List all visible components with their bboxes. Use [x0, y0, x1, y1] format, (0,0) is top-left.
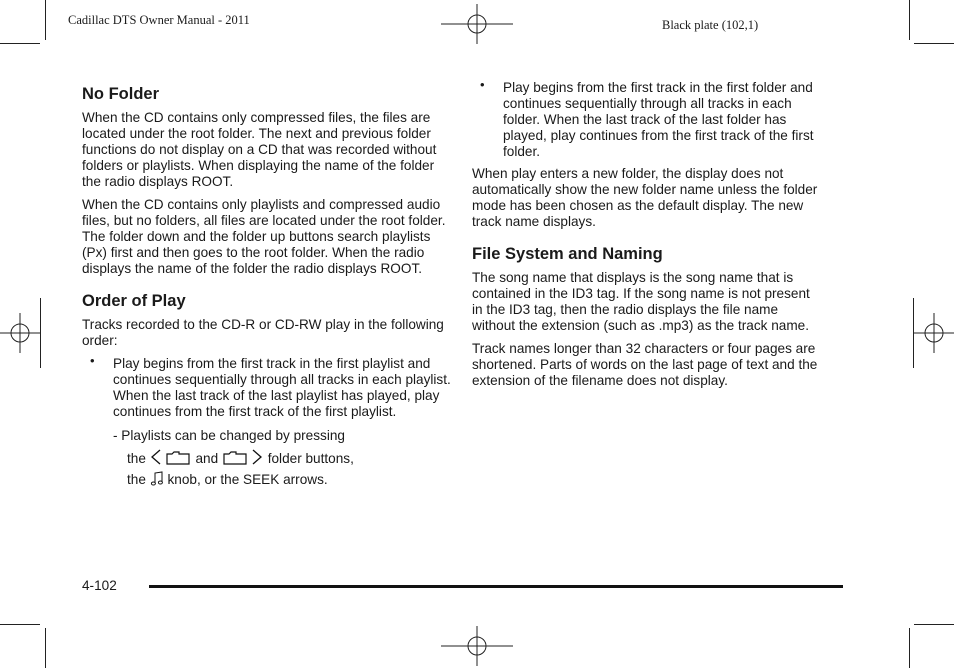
- music-note-icon: [150, 471, 164, 487]
- left-column: [82, 84, 454, 492]
- registration-mark-right: [914, 298, 954, 368]
- registration-mark-left: [0, 298, 40, 368]
- sub-line-3: [113, 471, 454, 488]
- header-plate-label: Black plate (102,1): [662, 18, 759, 32]
- heading-no-folder: No Folder: [82, 85, 159, 103]
- sub-item-playlists: [82, 428, 454, 488]
- folder-up-icon: [222, 448, 264, 466]
- paragraph-no-folder-1: When the CD contains only compressed files, the files are located under the root folder. The next and previous folder functions do not display on a CD that was recorded without folders or playlists. When displaying the name of the folder the radio displays ROOT.: [82, 110, 437, 189]
- sub-line-2-and: and: [195, 451, 219, 466]
- bullet-item-folder: [472, 77, 822, 160]
- registration-mark-bottom: [441, 626, 513, 666]
- bullet-glyph: •: [480, 77, 485, 92]
- folder-down-icon: [150, 448, 192, 466]
- paragraph-order-intro: Tracks recorded to the CD-R or CD-RW play in the following order:: [82, 317, 444, 348]
- right-column: [472, 77, 822, 396]
- paragraph-file-system-2: Track names longer than 32 characters or four pages are shortened. Parts of words on the last page of text and the extension of the filename does not display.: [472, 341, 818, 388]
- sub-line-2-the: the: [127, 451, 146, 466]
- sub-line-2: [113, 448, 454, 467]
- sub-line-3-rest: knob, or the SEEK arrows.: [167, 472, 328, 487]
- bullet-text-playlist: Play begins from the first track in the first playlist and continues sequentially through all tracks in each playlist. When the last track of the last playlist has played, play continues from the first track of the first playlist.: [113, 356, 451, 419]
- paragraph-no-folder-2: When the CD contains only playlists and compressed audio files, but no folders, all files are located under the root folder. The folder down and the folder up buttons search playlists (Px) first and then goes to the root folder. When the radio displays the name of the folder the radio displays ROOT.: [82, 197, 446, 276]
- bullet-text-folder: Play begins from the first track in the first folder and continues sequentially through all tracks in each folder. When the last track of the last folder has played, play continues from the first track of the first folder.: [503, 80, 814, 159]
- sub-line-2-folder-buttons: folder buttons,: [267, 451, 354, 466]
- header-manual-title: Cadillac DTS Owner Manual - 2011: [68, 13, 250, 27]
- bullet-glyph: •: [90, 353, 95, 368]
- paragraph-new-folder: When play enters a new folder, the display does not automatically show the new folder name unless the folder mode has been chosen as the default display. The new track name displays.: [472, 166, 818, 229]
- heading-order-of-play: Order of Play: [82, 292, 186, 310]
- sub-line-1: - Playlists can be changed by pressing: [113, 428, 345, 443]
- paragraph-file-system-1: The song name that displays is the song name that is contained in the ID3 tag. If the song name is not present in the ID3 tag, then the radio displays the file name without the extension (such as .mp3) as the track name.: [472, 270, 810, 333]
- registration-mark-top: [441, 4, 513, 44]
- footer-rule: [149, 585, 843, 588]
- bullet-item-playlist: [82, 353, 454, 420]
- page-number: 4-102: [82, 578, 117, 593]
- sub-line-3-the: the: [127, 472, 146, 487]
- heading-file-system: File System and Naming: [472, 245, 663, 263]
